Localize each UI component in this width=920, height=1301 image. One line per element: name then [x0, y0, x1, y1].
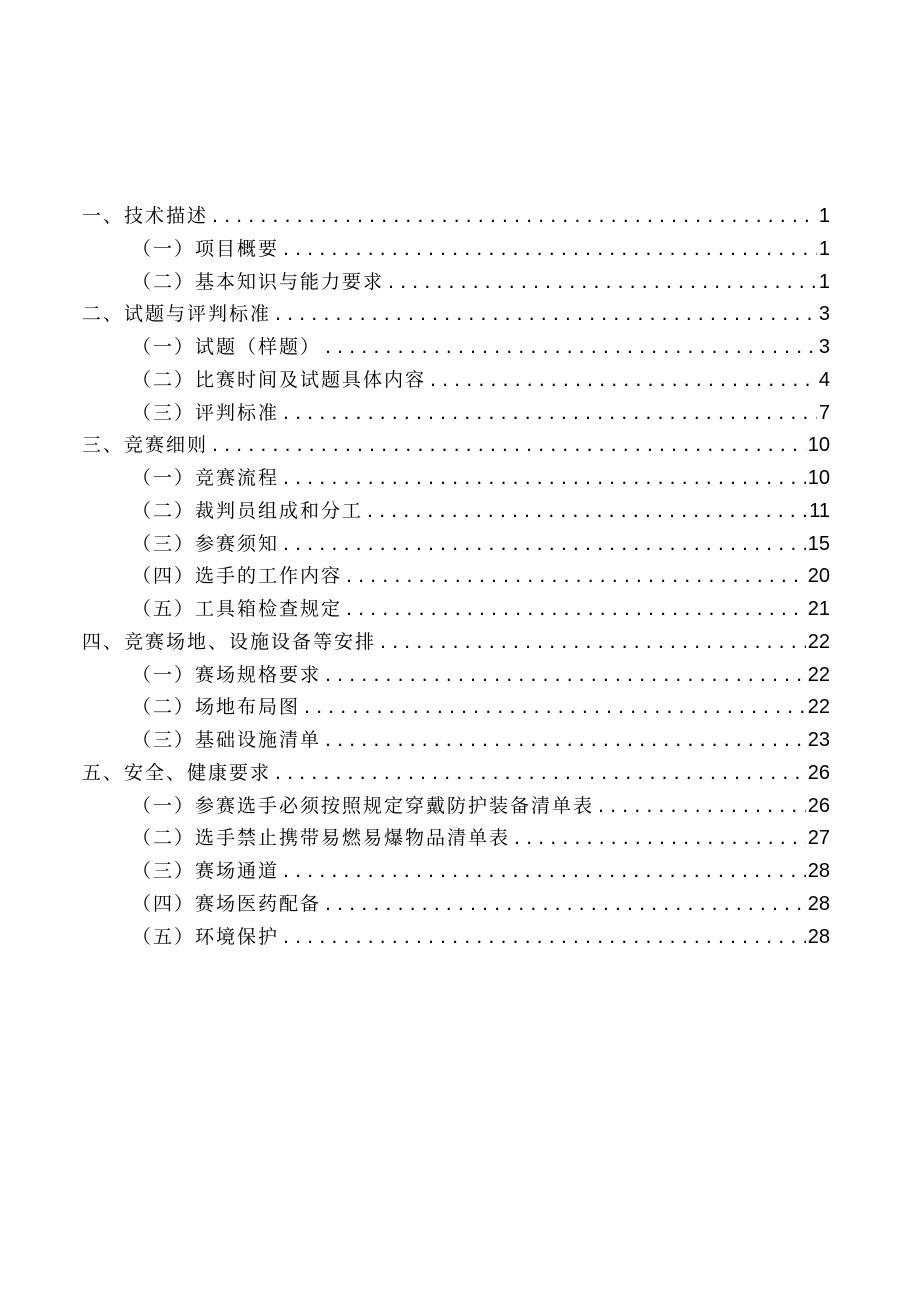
toc-entry-page: 22 — [807, 663, 830, 686]
dot-leader — [283, 233, 817, 266]
toc-entry-page: 21 — [807, 598, 830, 620]
toc-entry-3[interactable] — [82, 429, 830, 462]
toc-entry-page: 3 — [818, 336, 830, 358]
dot-leader — [283, 921, 806, 954]
toc-entry-page: 10 — [807, 467, 830, 489]
toc-entry-2-2[interactable] — [82, 364, 830, 397]
toc-entry-title: （三）基础设施清单 — [132, 729, 322, 751]
dot-leader — [325, 888, 806, 921]
toc-entry-title: （二）比赛时间及试题具体内容 — [132, 368, 427, 391]
dot-leader — [514, 822, 806, 855]
toc-entry-page: 1 — [818, 270, 830, 293]
toc-entry-1-1[interactable] — [82, 233, 830, 266]
toc-entry-page: 4 — [818, 368, 830, 391]
toc-entry-page: 3 — [818, 303, 830, 326]
toc-entry-1-2[interactable] — [82, 266, 830, 299]
toc-entry-title: 三、竞赛细则 — [82, 434, 209, 457]
dot-leader — [283, 855, 806, 888]
dot-leader — [283, 462, 806, 495]
toc-entry-title: （三）评判标准 — [132, 401, 280, 424]
dot-leader — [346, 593, 806, 626]
toc-entry-5[interactable] — [82, 757, 830, 790]
toc-entry-page: 26 — [807, 794, 830, 817]
toc-entry-title: 一、技术描述 — [82, 205, 209, 227]
toc-entry-1[interactable] — [82, 200, 830, 233]
toc-entry-4-3[interactable] — [82, 724, 830, 757]
toc-entry-page: 26 — [807, 761, 830, 784]
toc-entry-title: （三）参赛须知 — [132, 532, 280, 555]
dot-leader — [598, 790, 806, 823]
toc-entry-5-1[interactable] — [82, 790, 830, 823]
toc-entry-3-2[interactable] — [82, 495, 830, 528]
toc-entry-title: （五）环境保护 — [132, 925, 280, 948]
toc-entry-page: 10 — [807, 434, 830, 457]
dot-leader — [367, 495, 807, 528]
dot-leader — [275, 757, 806, 790]
dot-leader — [380, 626, 806, 659]
toc-entry-title: （四）赛场医药配备 — [132, 892, 322, 915]
toc-entry-3-1[interactable] — [82, 462, 830, 495]
toc-entry-3-4[interactable] — [82, 560, 830, 593]
toc-entry-title: （五）工具箱检查规定 — [132, 598, 343, 620]
toc-entry-title: （一）参赛选手必须按照规定穿戴防护装备清单表 — [132, 794, 595, 817]
toc-entry-title: （二）选手禁止携带易燃易爆物品清单表 — [132, 827, 511, 850]
toc-entry-title: （二）基本知识与能力要求 — [132, 270, 385, 293]
dot-leader — [346, 560, 806, 593]
toc-entry-4[interactable] — [82, 626, 830, 659]
toc-entry-3-5[interactable] — [82, 593, 830, 626]
table-of-contents — [82, 200, 830, 953]
toc-entry-2-3[interactable] — [82, 397, 830, 430]
toc-entry-4-2[interactable] — [82, 691, 830, 724]
dot-leader — [430, 364, 817, 397]
toc-entry-page: 11 — [809, 499, 830, 522]
toc-entry-page: 28 — [807, 860, 830, 882]
dot-leader — [283, 528, 806, 561]
toc-entry-5-5[interactable] — [82, 921, 830, 954]
toc-entry-4-1[interactable] — [82, 659, 830, 692]
toc-entry-page: 1 — [818, 205, 830, 227]
toc-entry-page: 22 — [807, 696, 830, 719]
dot-leader — [212, 429, 806, 462]
dot-leader — [325, 724, 806, 757]
toc-entry-3-3[interactable] — [82, 528, 830, 561]
toc-entry-title: （一）试题（样题） — [132, 336, 322, 358]
toc-entry-page: 7 — [818, 401, 830, 424]
toc-entry-page: 22 — [807, 630, 830, 653]
toc-entry-page: 28 — [807, 892, 830, 915]
dot-leader — [325, 331, 817, 364]
toc-entry-title: （一）赛场规格要求 — [132, 663, 322, 686]
toc-entry-page: 28 — [807, 925, 830, 948]
toc-entry-5-3[interactable] — [82, 855, 830, 888]
toc-entry-5-4[interactable] — [82, 888, 830, 921]
toc-entry-page: 1 — [818, 237, 830, 260]
toc-entry-title: （一）竞赛流程 — [132, 467, 280, 489]
dot-leader — [325, 659, 806, 692]
toc-entry-title: （一）项目概要 — [132, 237, 280, 260]
toc-entry-title: 五、安全、健康要求 — [82, 761, 272, 784]
toc-entry-2-1[interactable] — [82, 331, 830, 364]
dot-leader — [388, 266, 817, 299]
toc-entry-title: （三）赛场通道 — [132, 860, 280, 882]
toc-entry-title: 四、竞赛场地、设施设备等安排 — [82, 630, 377, 653]
dot-leader — [304, 691, 806, 724]
toc-entry-title: （四）选手的工作内容 — [132, 565, 343, 588]
toc-entry-title: 二、试题与评判标准 — [82, 303, 272, 326]
toc-entry-page: 20 — [807, 565, 830, 588]
toc-entry-title: （二）裁判员组成和分工 — [132, 499, 364, 522]
toc-entry-2[interactable] — [82, 298, 830, 331]
toc-entry-5-2[interactable] — [82, 822, 830, 855]
toc-entry-page: 23 — [807, 729, 830, 751]
dot-leader — [283, 397, 817, 430]
dot-leader — [275, 298, 817, 331]
toc-entry-title: （二）场地布局图 — [132, 696, 301, 719]
toc-entry-page: 15 — [807, 532, 830, 555]
dot-leader — [212, 200, 817, 233]
toc-entry-page: 27 — [807, 827, 830, 850]
